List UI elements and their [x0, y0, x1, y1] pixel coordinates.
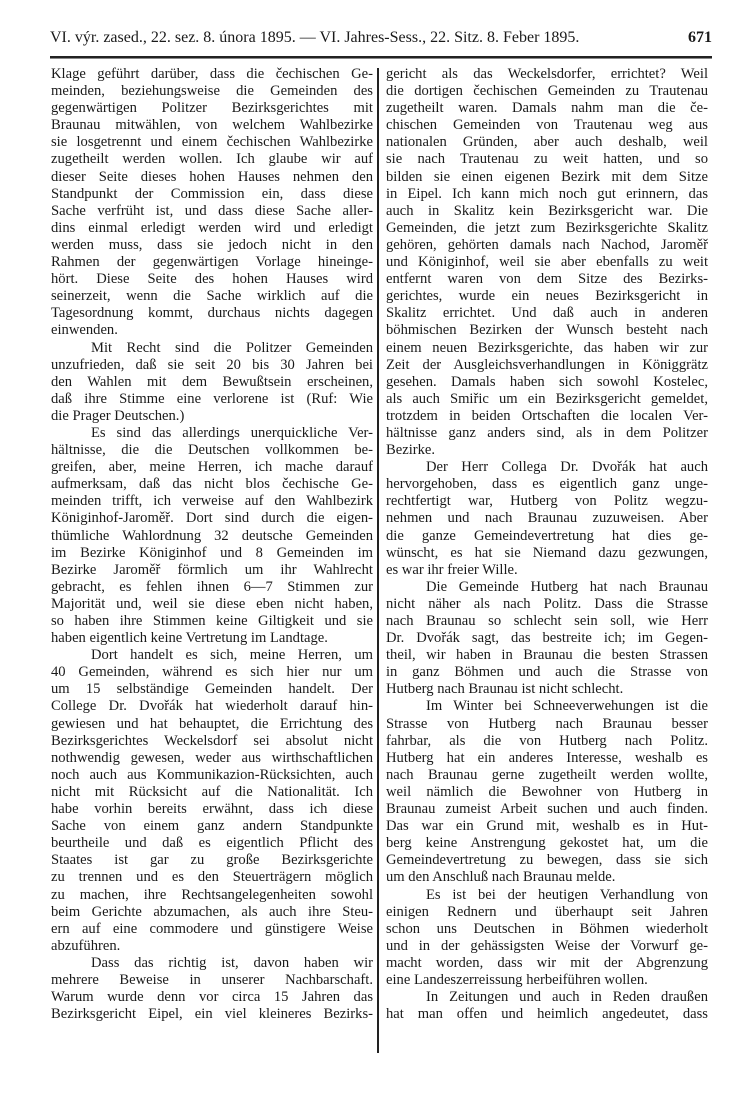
- text-line: habe vorhin bereits erwähnt, dass ich diese: [51, 801, 373, 818]
- column-left: [51, 66, 373, 1023]
- text-line: dins einmal erledigt werden wird und erledigt: [51, 219, 373, 236]
- text-line: gehören, gehörten damals nach Nachod, Jaroměř: [386, 236, 708, 253]
- text-line: Mit Recht sind die Politzer Gemeinden: [91, 339, 373, 356]
- text-line: Dass das richtig ist, davon haben wir: [91, 954, 373, 971]
- text-line: chischen Gemeinden von Trautenau weg aus: [386, 117, 708, 134]
- text-line: Warum wurde denn vor circa 15 Jahren das: [51, 989, 373, 1006]
- text-line: nach Braunau so schlecht sein soll, wie Herr: [386, 613, 708, 629]
- paragraph: [51, 647, 373, 955]
- text-line: Sache von einem ganz andern Standpunkte: [51, 818, 373, 835]
- text-line: daß ihre Stimme eine verlorene ist (Ruf: Wie: [51, 390, 373, 407]
- text-line: und in der gehässigsten Weise der Vorwurf ge-: [386, 937, 708, 954]
- text-line: um 15 selbständige Gemeinden handelt. Der: [51, 681, 373, 698]
- text-line: gewiesen und hat behauptet, die Errichtung des: [51, 715, 373, 732]
- text-line: berg keine Anstrengung gekostet hat, um die: [386, 835, 708, 852]
- paragraph: [386, 459, 708, 579]
- text-line: zu machen, ihre Rechtsangelegenheiten sowohl: [51, 886, 373, 903]
- text-line: die Prager Deutschen.): [51, 407, 185, 424]
- column-right: [386, 66, 708, 1023]
- text-line: nicht näher als nach Politz. Dass die Strasse: [386, 595, 708, 612]
- paragraph: [51, 955, 373, 1023]
- text-line: Dort handelt es sich, meine Herren, um: [91, 647, 373, 664]
- header-german: VI. Jahres-Sess., 22. Sitz. 8. Feber 1895.: [319, 29, 580, 46]
- text-line: Zeit der Ausgleichsverhandlungen in Königgrätz: [386, 356, 708, 373]
- text-line: nothwendig gewesen, weder aus wirthschaftlichen: [51, 749, 373, 766]
- text-line: Die Gemeinde Hutberg hat nach Braunau: [426, 578, 708, 595]
- paragraph: [386, 66, 708, 459]
- text-line: nach Braunau gerne zugetheilt werden wollte,: [386, 766, 708, 783]
- text-line: gegenwärtigen Politzer Bezirksgerichtes mit: [51, 100, 373, 117]
- text-line: beim Gerichte abzumachen, als auch ihre Steu-: [51, 903, 373, 920]
- text-line: Es sind das allerdings unerquickliche Ver-: [91, 424, 373, 441]
- text-line: ern auf eine commodere und günstigere Weise: [51, 920, 373, 937]
- text-line: Sache verfrüht ist, und dass diese Sache aller-: [51, 202, 373, 219]
- paragraph: [386, 579, 708, 699]
- text-line: sie losgetrennt und einem čechischen Wahlbezirke: [51, 134, 373, 151]
- column-divider: [377, 68, 379, 1053]
- text-line: noch auch aus Kommunikazion-Rücksichten, auch: [51, 766, 373, 783]
- text-line: Standpunkt der Commission ein, dass diese: [51, 185, 373, 202]
- text-line: so haben ihre Stimmen keine Giltigkeit und sie: [51, 613, 373, 629]
- text-line: meinden, beziehungsweise die Gemeinden des: [51, 83, 373, 100]
- text-line: Braunau zumeist Arbeit suchen und auch finden.: [386, 801, 708, 818]
- text-line: sie nach Trautenau zu weit hatten, und so: [386, 151, 708, 168]
- paragraph: [386, 887, 708, 990]
- text-line: hört. Diese Seite des hohen Hauses wird: [51, 271, 373, 288]
- text-line: eine Landeszerreissung herbeiführen wollen.: [386, 971, 648, 988]
- text-line: Bezirksgerichtes Weckelsdorf sei absolut nicht: [51, 732, 373, 749]
- header-rule: [50, 56, 712, 59]
- text-line: hat man offen und heimlich angedeutet, dass: [386, 1006, 708, 1023]
- text-line: nationalen Gründen, aber auch deshalb, weil: [386, 134, 708, 151]
- text-line: Gemeinden, die jetzt zum Bezirksgerichte Skalitz: [386, 219, 708, 236]
- text-line: Skalitz errichtet. Und daß auch in anderen: [386, 305, 708, 322]
- text-line: den Wahlen mit dem Bewußtsein erscheinen,: [51, 373, 373, 390]
- text-line: entfernt waren von dem Sitze des Bezirks-: [386, 271, 708, 288]
- text-line: Klage geführt darüber, dass die čechischen Ge-: [51, 66, 373, 82]
- text-line: Königinhof-Jaroměř. Dort sind durch die eigen-: [51, 510, 373, 527]
- text-line: aufmerksam, daß das nicht blos čechische Ge-: [51, 476, 373, 493]
- text-line: auch in Skalitz kein Bezirksgericht war. Die: [386, 202, 708, 219]
- text-line: als auch Smiřic um ein Bezirksgericht gemeldet,: [386, 390, 708, 407]
- text-line: unzufrieden, daß sie seit 20 bis 30 Jahren bei: [51, 356, 373, 373]
- text-line: die ganze Gemeindevertretung hat dies ge-: [386, 527, 708, 544]
- text-line: weil nämlich die Bewohner von Hutberg in: [386, 783, 708, 800]
- text-line: einwenden.: [51, 322, 118, 339]
- text-line: Braunau mitwählen, von welchem Wahlbezirke: [51, 117, 373, 134]
- text-line: Hutberg hat ein anderes Interesse, weshalb es: [386, 749, 708, 766]
- running-header: [50, 29, 712, 53]
- text-line: in Eipel. Ich kann mich noch gut erinnern, das: [386, 185, 708, 202]
- text-line: seinerzeit, wenn die Sache wirklich auf die: [51, 288, 373, 305]
- text-line: rechtfertigt war, Hutberg von Politz wegzu-: [386, 493, 708, 510]
- text-line: College Dr. Dvořák hat wiederholt darauf hin-: [51, 698, 373, 715]
- text-line: hervorgehoben, dass es eigentlich ganz unge-: [386, 476, 708, 493]
- text-line: in ganz Böhmen und auch die Strasse von: [386, 664, 708, 681]
- text-line: Dr. Dvořák sagt, das bestreite ich; im Gegen-: [386, 630, 708, 647]
- text-line: nicht mit Rücksicht auf die Nationalität. Ich: [51, 783, 373, 800]
- paragraph: [51, 425, 373, 647]
- paragraph: [386, 989, 708, 1023]
- text-line: nehmen und nach Braunau zuzuweisen. Aber: [386, 510, 708, 527]
- text-line: die dortigen čechischen Gemeinden zu Trautenau: [386, 83, 708, 100]
- text-line: Rahmen der gegenwärtigen Vorlage hineinge-: [51, 254, 373, 271]
- paragraph: [386, 698, 708, 886]
- text-line: werden muss, dass sie jedoch nicht in den: [51, 236, 373, 253]
- text-line: greifen, aber, meine Herren, ich mache darauf: [51, 459, 373, 476]
- text-line: Im Winter bei Schneeverwehungen ist die: [426, 698, 708, 715]
- text-line: thümliche Wahlordnung 32 deutsche Gemeinden: [51, 527, 373, 544]
- text-line: Es ist bei der heutigen Verhandlung von: [426, 886, 708, 903]
- text-line: Staates ist gar zu große Bezirksgerichte: [51, 852, 373, 869]
- text-line: zu trennen und es den Steuerträgern möglich: [51, 869, 373, 886]
- text-line: gebracht, es fehlen ihnen 6—7 Stimmen zur: [51, 578, 373, 595]
- page-number: 671: [688, 29, 712, 46]
- text-line: meinden trifft, ich verweise auf den Wahlbezirk: [51, 493, 373, 510]
- text-line: es war ihr freier Wille.: [386, 561, 518, 578]
- text-line: mehrere Beweise in unserer Nachbarschaft.: [51, 971, 373, 988]
- text-line: hältnisse ganz anders sind, als in dem Politzer: [386, 424, 708, 441]
- text-line: schon uns Deutschen in Böhmen wiederholt: [386, 920, 708, 937]
- text-line: Der Herr Collega Dr. Dvořák hat auch: [426, 459, 708, 476]
- text-line: Gemeindevertretung zu bewegen, dass sie sich: [386, 852, 708, 869]
- text-line: einem neuen Bezirksgerichte, das haben wir zur: [386, 339, 708, 356]
- text-line: haben eigentlich keine Vertretung im Landtage.: [51, 630, 328, 647]
- text-line: fahrbar, als die von Hutberg nach Politz.: [386, 732, 708, 749]
- header-title: [50, 29, 579, 47]
- text-line: 40 Gemeinden, während es sich hier nur um: [51, 664, 373, 681]
- text-line: zugetheilt waren. Damals nahm man die če-: [386, 100, 708, 117]
- header-dash: —: [299, 29, 316, 46]
- text-line: Strasse von Hutberg nach Braunau besser: [386, 715, 708, 732]
- text-line: wünscht, es hat sie Niemand dazu gezwungen,: [386, 544, 708, 561]
- text-line: einigen Rednern und überhaupt seit Jahren: [386, 903, 708, 920]
- text-line: und Königinhof, weil sie aber ebenfalls zu weit: [386, 254, 708, 271]
- text-line: Bezirke Jaroměř förmlich um ihr Wahlrecht: [51, 561, 373, 578]
- header-czech: VI. výr. zased., 22. sez. 8. února 1895.: [50, 29, 296, 46]
- text-line: In Zeitungen und auch in Reden draußen: [426, 989, 708, 1006]
- text-line: gericht als das Weckelsdorfer, errichtet? Weil: [386, 66, 708, 82]
- text-line: zugetheilt werden wollen. Ich glaube wir auf: [51, 151, 373, 168]
- text-line: trotzdem in beiden Ortschaften die localen Ver-: [386, 407, 708, 424]
- text-line: gesehen. Damals haben sich sowohl Kostelec,: [386, 373, 708, 390]
- text-line: Hutberg nach Braunau ist nicht schlecht.: [386, 681, 624, 698]
- text-line: dieser Seite dieses hohen Hauses nehmen den: [51, 168, 373, 185]
- text-line: bilden sie einen eigenen Bezirk mit dem Sitze: [386, 168, 708, 185]
- text-line: beurtheile und daß es eigentlich Pflicht des: [51, 835, 373, 852]
- text-line: Bezirksgericht Eipel, ein viel kleineres Bezirks-: [51, 1006, 373, 1023]
- text-line: macht worden, dass wir mit der Abgrenzung: [386, 954, 708, 971]
- text-line: im Bezirke Königinhof und 8 Gemeinden im: [51, 544, 373, 561]
- text-line: Das war ein Grund mit, weshalb es in Hut-: [386, 818, 708, 835]
- text-line: theil, wir haben in Braunau die besten Strassen: [386, 647, 708, 664]
- text-line: Majorität und, weil sie diese eben nicht haben,: [51, 595, 373, 612]
- text-line: böhmischen Bezirken der Wunsch besteht nach: [386, 322, 708, 339]
- text-line: Tagesordnung kommt, durchaus nichts dagegen: [51, 305, 373, 322]
- paragraph: [51, 66, 373, 340]
- text-line: um den Anschluß nach Braunau melde.: [386, 869, 616, 886]
- text-line: Bezirke.: [386, 442, 436, 459]
- text-line: gerichtes, wurde ein neues Bezirksgericht in: [386, 288, 708, 305]
- text-line: hältnisse, die die Deutschen vollkommen be-: [51, 442, 373, 459]
- paragraph: [51, 340, 373, 425]
- text-line: abzuführen.: [51, 937, 121, 954]
